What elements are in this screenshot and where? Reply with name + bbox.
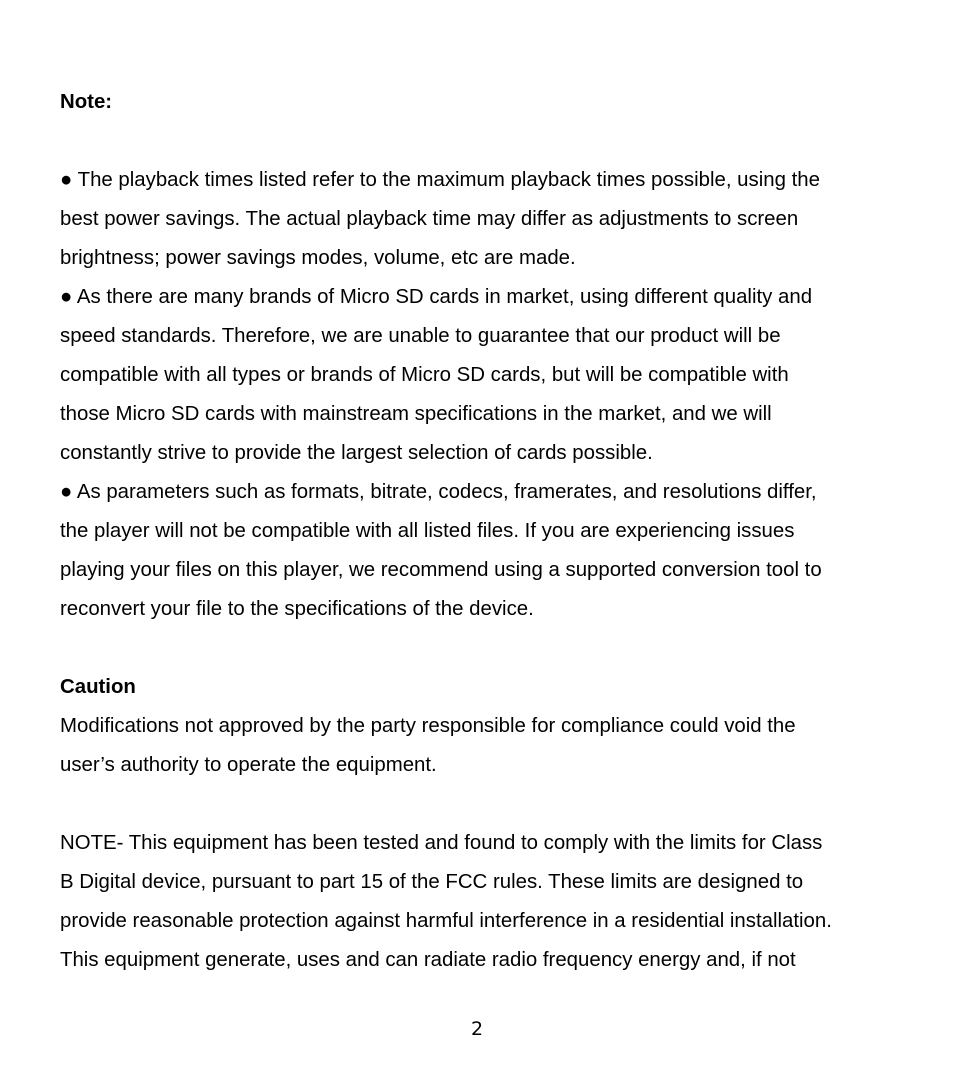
bullet-line: constantly strive to provide the largest selection of cards possible. [60, 442, 653, 464]
bullet-line: compatible with all types or brands of Micro SD cards, but will be compatible with [60, 364, 789, 386]
bullet-text: As parameters such as formats, bitrate, codecs, framerates, and resolutions differ, [72, 481, 817, 503]
paragraph-line: user’s authority to operate the equipment. [60, 754, 437, 776]
paragraph-line: B Digital device, pursuant to part 15 of the FCC rules. These limits are designed to [60, 871, 804, 893]
bullet-glyph: ● [60, 481, 73, 503]
paragraph-line: NOTE- This equipment has been tested and found to comply with the limits for Class [60, 832, 823, 854]
note-bullet-item [60, 278, 926, 473]
spacer [60, 629, 926, 668]
page-content [60, 83, 926, 980]
caution-paragraph [60, 707, 926, 785]
bullet-line [60, 473, 926, 512]
spacer [60, 122, 926, 161]
note-heading: Note: [60, 91, 113, 113]
bullet-line: best power savings. The actual playback time may differ as adjustments to screen [60, 208, 799, 230]
bullet-line: brightness; power savings modes, volume, etc are made. [60, 247, 576, 269]
bullet-line: reconvert your file to the specifications of the device. [60, 598, 534, 620]
spacer [60, 785, 926, 824]
bullet-line [60, 278, 926, 317]
paragraph-line: Modifications not approved by the party responsible for compliance could void the [60, 715, 796, 737]
bullet-glyph: ● [60, 286, 73, 308]
caution-heading: Caution [60, 676, 136, 698]
page-number: 2 [470, 1018, 484, 1040]
paragraph-line: provide reasonable protection against harmful interference in a residential installation. [60, 910, 832, 932]
bullet-text: As there are many brands of Micro SD cards in market, using different quality and [72, 286, 813, 308]
bullet-line: the player will not be compatible with all listed files. If you are experiencing issues [60, 520, 795, 542]
bullet-line [60, 161, 926, 200]
paragraph-line: This equipment generate, uses and can radiate radio frequency energy and, if not [60, 949, 796, 971]
bullet-glyph: ● [60, 169, 73, 191]
fcc-paragraph [60, 824, 926, 980]
bullet-line: playing your files on this player, we recommend using a supported conversion tool to [60, 559, 822, 581]
bullet-line: speed standards. Therefore, we are unable to guarantee that our product will be [60, 325, 781, 347]
bullet-text: The playback times listed refer to the maximum playback times possible, using the [72, 169, 820, 191]
note-bullet-list [60, 161, 926, 629]
bullet-line: those Micro SD cards with mainstream specifications in the market, and we will [60, 403, 772, 425]
note-bullet-item [60, 161, 926, 278]
note-bullet-item [60, 473, 926, 629]
